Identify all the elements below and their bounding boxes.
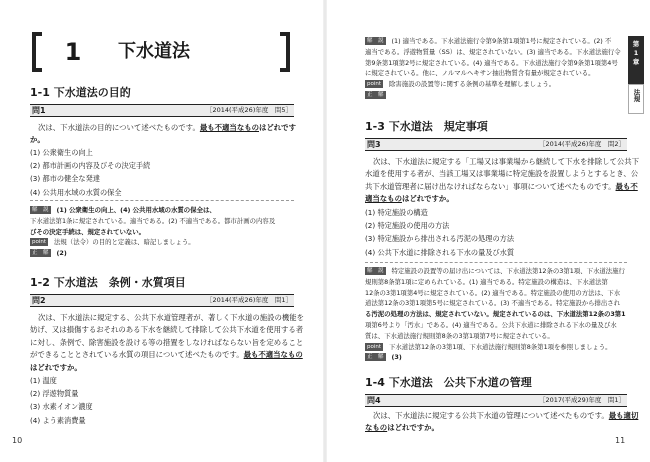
explanation-tag: 解 説 [32, 207, 49, 213]
chapter-heading [32, 32, 290, 72]
question-year: ［2017(平成29)年度 問1］ [538, 396, 625, 404]
point-tag: point [367, 343, 382, 350]
divider [365, 262, 627, 263]
option: (2) 特定施設の使用の方法 [365, 221, 450, 231]
chapter-number: 1 [64, 38, 82, 66]
bracket-right [280, 32, 290, 72]
options-3 [365, 206, 514, 259]
option: (3) 都市の健全な発達 [30, 174, 100, 184]
section-title-1-1: 1-1 下水道法の目的 [30, 86, 131, 99]
chapter-side-tab: 第 1 章 [628, 36, 644, 84]
section-title-1-3: 1-3 下水道法 規定事項 [365, 120, 488, 133]
question-bar-1 [30, 104, 294, 117]
question-year: ［2014(平成26)年度 問1］ [205, 296, 292, 304]
option: (1) 特定施設の構造 [365, 208, 428, 217]
point-tag: point [367, 81, 382, 88]
option: (4) 公共用水域の水質の保全 [30, 187, 122, 197]
question-label: 問2 [32, 296, 46, 305]
question-text-1: 次は、下水道法の目的について述べたものです。最も不適当なものはどれですか。 [30, 123, 296, 145]
explanation-3: 解 説 特定施設の設置等の届け出については、下水道法第12条の3第1項、下水道法施行 規則第8条第1項に定められている。(1) 適当である。特定施設の構造は、下水道法第 12条の3第1項第4号に規定されている。(2) 適当である。特定施設の使用の方法は、下水 道法第12条の3第1項第5号に規定されている。(3) 不適当である。特定施設から排出され る汚泥の処理の方法は、規定されていない。規定されているのは、下水道法第12条の3第1 項第6号より「汚水」である。(4) 適当である。公共下水道に排除される下水の量及び水 質は、下水道法施行規則第8条の3第1項第7号に規定されている。 point 下水道法第12条の3第1項、下水道法施行規則第8条第1項を参照しましょう。 正 解 (3) [365, 267, 626, 362]
options-2 [30, 374, 93, 427]
options-1 [30, 146, 150, 199]
option: (2) 都市計画の内容及びその決定手続 [30, 161, 151, 171]
bracket-left [32, 32, 42, 72]
answer-tag: 正 解 [367, 354, 384, 361]
question-year: ［2014(平成26)年度 問5］ [205, 106, 292, 114]
option: (4) 公共下水道に排除される下水の量及び水質 [365, 247, 515, 257]
option: (3) 水素イオン濃度 [30, 402, 93, 412]
option: (1) 温度 [30, 376, 57, 385]
answer-tag: 正 解 [367, 91, 384, 98]
explanation-tag: 解 説 [367, 38, 384, 44]
question-label: 問3 [367, 140, 381, 149]
question-bar-3 [365, 138, 627, 151]
section-title-1-4: 1-4 下水道法 公共下水道の管理 [365, 376, 532, 389]
right-page [325, 0, 650, 462]
section-title-1-2: 1-2 下水道法 条例・水質項目 [30, 276, 186, 289]
question-text-3: 次は、下水道法に規定する「工場又は事業場から継続して下水を排除して公共下 水道を使用する者が、当該工場又は事業場に特定施設を設置しようとするとき、公 共下水道管理者に届け出なければならない」事項について述べたものです。最も不 適当なものはどれですか。 [365, 157, 640, 204]
question-text-4: 次は、下水道法に規定する公共下水道の管理について述べたものです。最も適切 なものはどれですか。 [365, 411, 639, 433]
question-year: ［2014(平成26)年度 問2］ [538, 140, 625, 148]
question-text-2: 次は、下水道法に規定する、公共下水道管理者が、著しく下水道の施設の機能を 妨げ、又は損傷するおそれのある下水を継続して排除して公共下水道を使用する者 に対し、条例で、除害施設を設ける等の措置をしなければならない旨を定めること ができることとされている水質の項目について述べたものです。最も不適当なもの はどれですか。 [30, 313, 305, 372]
explanation-2: 解 説 (1) 適当である。下水道法施行令第9条第1項第1号に規定されている。(2) 不 適当である。浮遊物質量（SS）は、規定されていない。(3) 適当である。下水道法施行令 第9条第1項第2号に規定されている。(4) 適当である。下水道法施行令第9条第1項第4号 に規定されている。他に、ノルマルヘキサン抽出物質含有量が規定されている。 point 除害施設の設置等に関する条例の基準を理解しましょう。 正 解 [365, 37, 621, 98]
question-bar-4 [365, 394, 627, 407]
divider [30, 200, 294, 201]
page-number-left: 10 [12, 436, 23, 445]
question-label: 問4 [367, 396, 381, 405]
question-label: 問1 [32, 106, 46, 115]
option: (2) 浮遊物質量 [30, 389, 79, 399]
option: (4) よう素消費量 [30, 415, 86, 425]
explanation-1: 解 説 (1) 公衆衛生の向上、(4) 公共用水域の水質の保全は、 下水道法第1条に規定されている。適当である。(2) 不適当である。都市計画の内容及 びその決定手続は、規定されていない。 point 法規（法令）の目的と定義は、暗記しましょう。 正 解 (2) [30, 206, 276, 258]
point-tag: point [32, 239, 47, 246]
question-bar-2 [30, 294, 294, 307]
option: (3) 特定施設から排出される汚泥の処理の方法 [365, 234, 515, 244]
chapter-title: 下水道法 [118, 41, 190, 62]
page-number-right: 11 [615, 436, 626, 445]
answer-tag: 正 解 [32, 250, 49, 257]
chapter-side-label: 法規 [628, 84, 644, 114]
explanation-tag: 解 説 [367, 268, 384, 274]
option: (1) 公衆衛生の向上 [30, 148, 93, 157]
